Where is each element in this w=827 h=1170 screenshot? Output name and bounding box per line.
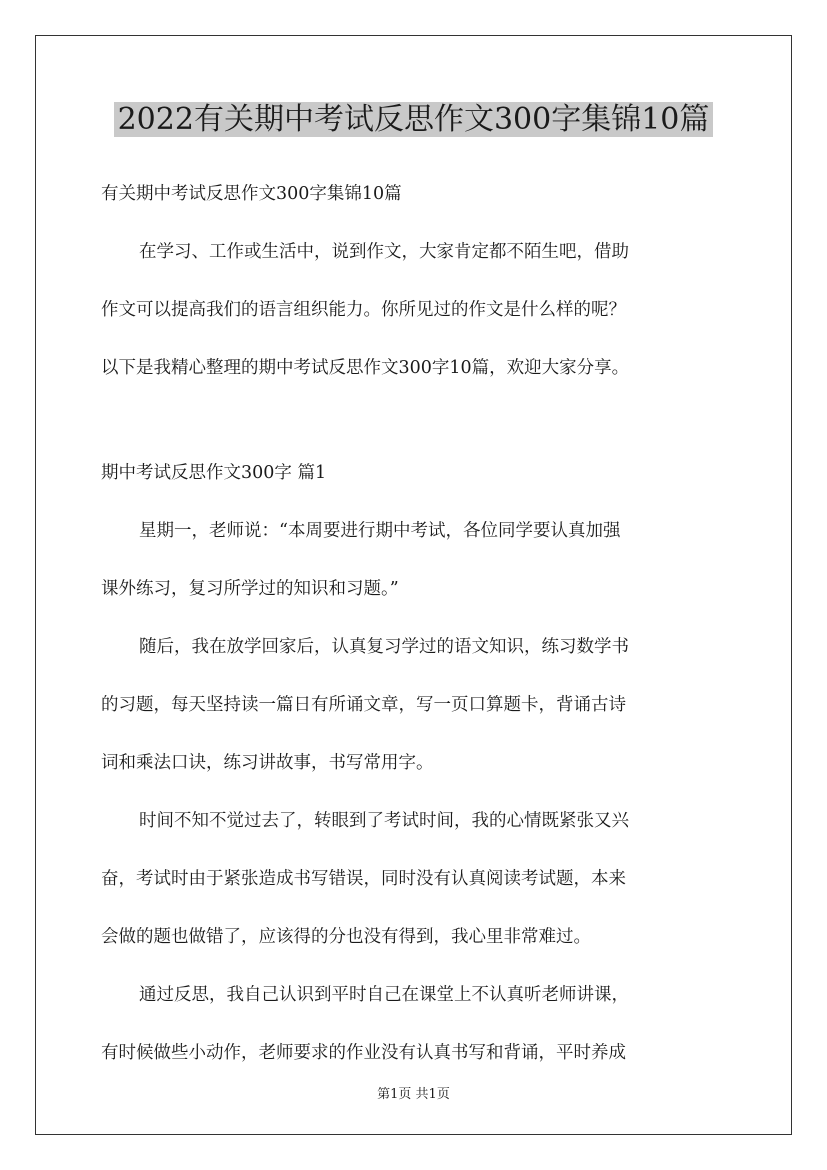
paragraph-line: 星期一，老师说：“本周要进行期中考试，各位同学要认真加强	[139, 521, 621, 541]
intro-line: 在学习、工作或生活中，说到作文，大家肯定都不陌生吧，借助	[139, 242, 629, 262]
section-gap	[101, 407, 741, 454]
paragraph-line: 词和乘法口诀，练习讲故事，书写常用字。	[101, 753, 434, 773]
section-heading: 期中考试反思作文300字 篇1	[101, 463, 327, 483]
paragraph-line: 的习题，每天坚持读一篇日有所诵文章，写一页口算题卡，背诵古诗	[101, 695, 626, 715]
paragraph-line: 时间不知不觉过去了，转眼到了考试时间，我的心情既紧张又兴	[139, 811, 629, 831]
paragraph-line: 课外练习，复习所学过的知识和习题。”	[101, 579, 399, 599]
paragraph-line: 会做的题也做错了，应该得的分也没有得到，我心里非常难过。	[101, 927, 591, 947]
paragraph-line: 有时候做些小动作，老师要求的作业没有认真书写和背诵，平时养成	[101, 1043, 626, 1063]
subtitle: 有关期中考试反思作文300字集锦10篇	[101, 184, 402, 204]
intro-line: 以下是我精心整理的期中考试反思作文300字10篇，欢迎大家分享。	[101, 358, 630, 378]
paragraph-line: 奋，考试时由于紧张造成书写错误，同时没有认真阅读考试题，本来	[101, 869, 626, 889]
document-title	[0, 98, 827, 142]
intro-line: 作文可以提高我们的语言组织能力。你所见过的作文是什么样的呢？	[101, 300, 626, 320]
document-title-text: 2022有关期中考试反思作文300字集锦10篇	[114, 102, 714, 137]
paragraph-line: 随后，我在放学回家后，认真复习学过的语文知识，练习数学书	[139, 637, 629, 657]
paragraph-line: 通过反思，我自己认识到平时自己在课堂上不认真听老师讲课，	[139, 985, 629, 1005]
page-footer: 第1页 共1页	[377, 1087, 450, 1102]
document-body	[101, 175, 741, 1092]
